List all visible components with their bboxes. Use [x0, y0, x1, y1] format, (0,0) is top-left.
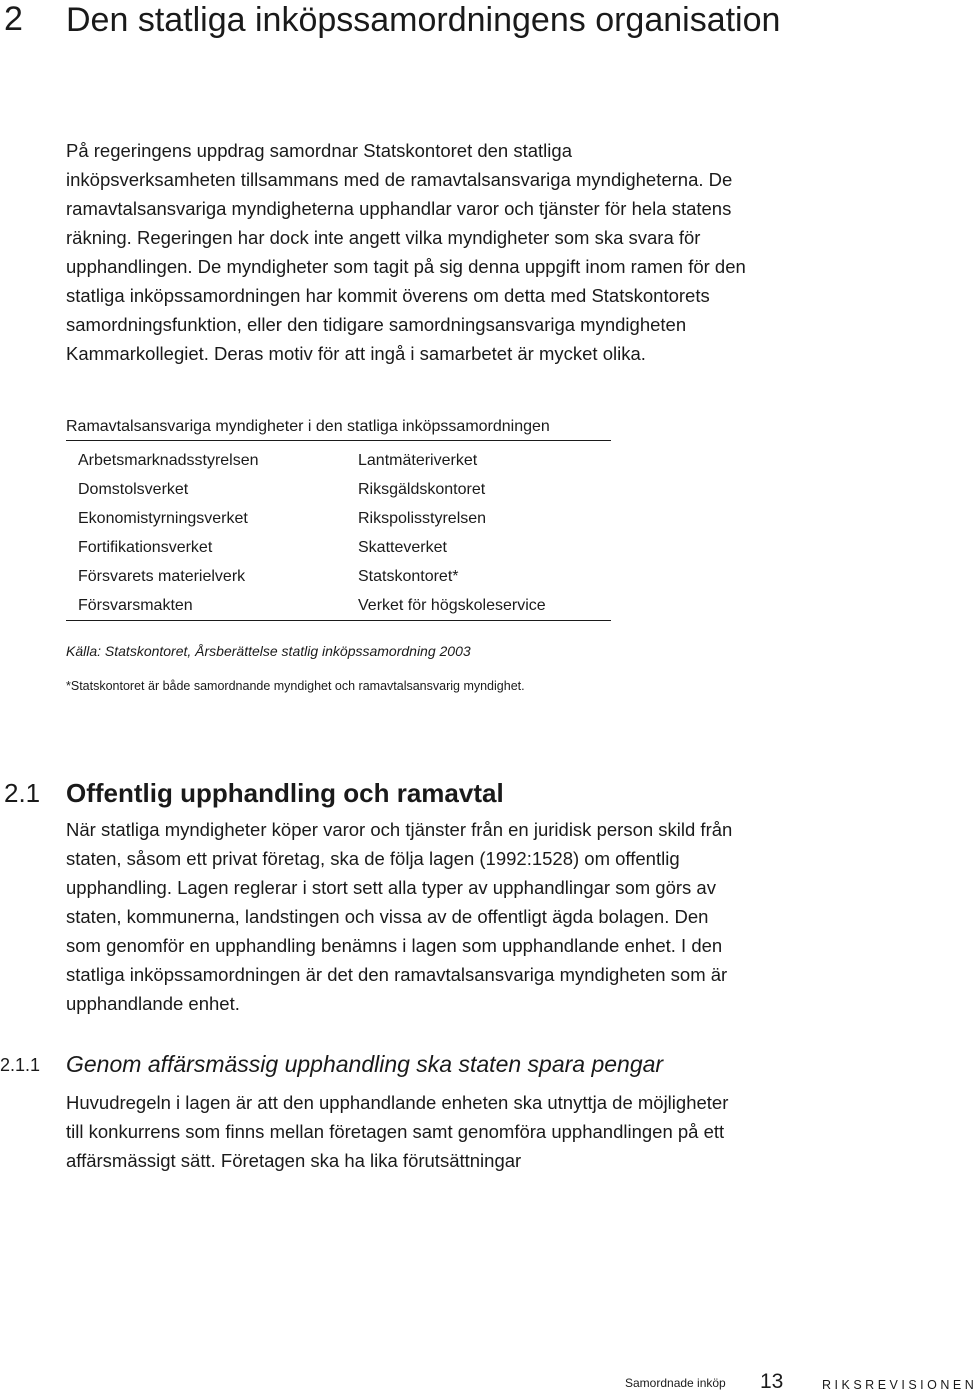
page-number: 13 [760, 1370, 784, 1393]
subsection-paragraph: Huvudregeln i lagen är att den upphandlande enheten ska utnyttja de möjligheter till konkurrens som finns mellan företagen samt genomföra upphandlingen på ett affärsmässigt sätt. Företagen ska ha lika förutsättningar [66, 1092, 729, 1171]
table-row [66, 475, 611, 504]
table-cell: Verket för högskoleservice [358, 596, 546, 614]
table-title: Ramavtalsansvariga myndigheter i den statliga inköpssamordningen [66, 416, 611, 441]
table-cell: Försvarets materielverk [78, 567, 246, 585]
footer-section-name: Samordnade inköp [625, 1376, 726, 1390]
footer-brand-logo: RIKSREVISIONEN [822, 1378, 977, 1392]
section-title: Offentlig upphandling och ramavtal [66, 778, 504, 808]
chapter-number: 2 [4, 0, 23, 38]
table-source: Källa: Statskontoret, Årsberättelse statlig inköpssamordning 2003 [66, 643, 471, 659]
section-paragraph: När statliga myndigheter köper varor och tjänster från en juridisk person skild från staten, såsom ett privat företag, ska de följa lagen (1992:1528) om offentlig upphandling. Lagen reglerar i stort sett alla typer av upphandlingar som görs av staten, kommunerna, landstingen och vissa av de offentligt ägda bolagen. Den som genomför en upphandling benämns i lagen som upphandlande enhet. I den statliga inköpssamordningen är det den ramavtalsansvariga myndigheten som är upphandlande enhet. [66, 819, 733, 1014]
subsection-title: Genom affärsmässig upphandling ska staten spara pengar [66, 1051, 664, 1077]
table-cell: Lantmäteriverket [358, 451, 478, 469]
table-row [66, 446, 611, 475]
table-cell: Ekonomistyrningsverket [78, 509, 248, 527]
table-cell: Riksgäldskontoret [358, 480, 486, 498]
table-cell: Skatteverket [358, 538, 447, 556]
table-cell: Fortifikationsverket [78, 538, 213, 556]
table-footnote: *Statskontoret är både samordnande myndighet och ramavtalsansvarig myndighet. [66, 679, 525, 693]
table-row [66, 504, 611, 533]
section-number: 2.1 [4, 778, 41, 808]
table-cell: Rikspolisstyrelsen [358, 509, 487, 527]
table-row [66, 533, 611, 562]
subsection-number: 2.1.1 [0, 1055, 41, 1075]
intro-paragraph: På regeringens uppdrag samordnar Statskontoret den statliga inköpsverksamheten tillsammans med de ramavtalsansvariga myndigheterna. De ramavtalsansvariga myndigheterna upphandlar varor och tjänster för hela statens räkning. Regeringen har dock inte angett vilka myndigheter som ska svara för upphandlingen. De myndigheter som tagit på sig denna uppgift inom ramen för den statliga inköpssamordningen har kommit överens om detta med Statskontorets samordningsfunktion, eller den tidigare samordningsansvariga myndigheten Kammarkollegiet. Deras motiv för att ingå i samarbetet är mycket olika. [66, 140, 746, 364]
table-cell: Domstolsverket [78, 480, 189, 498]
table-cell: Statskontoret* [358, 567, 459, 585]
table-cell: Försvarsmakten [78, 596, 193, 614]
table-cell: Arbetsmarknadsstyrelsen [78, 451, 259, 469]
chapter-title: Den statliga inköpssamordningens organisation [66, 1, 781, 39]
table-row [66, 562, 611, 591]
authorities-table [66, 446, 611, 621]
table-row [66, 591, 611, 621]
